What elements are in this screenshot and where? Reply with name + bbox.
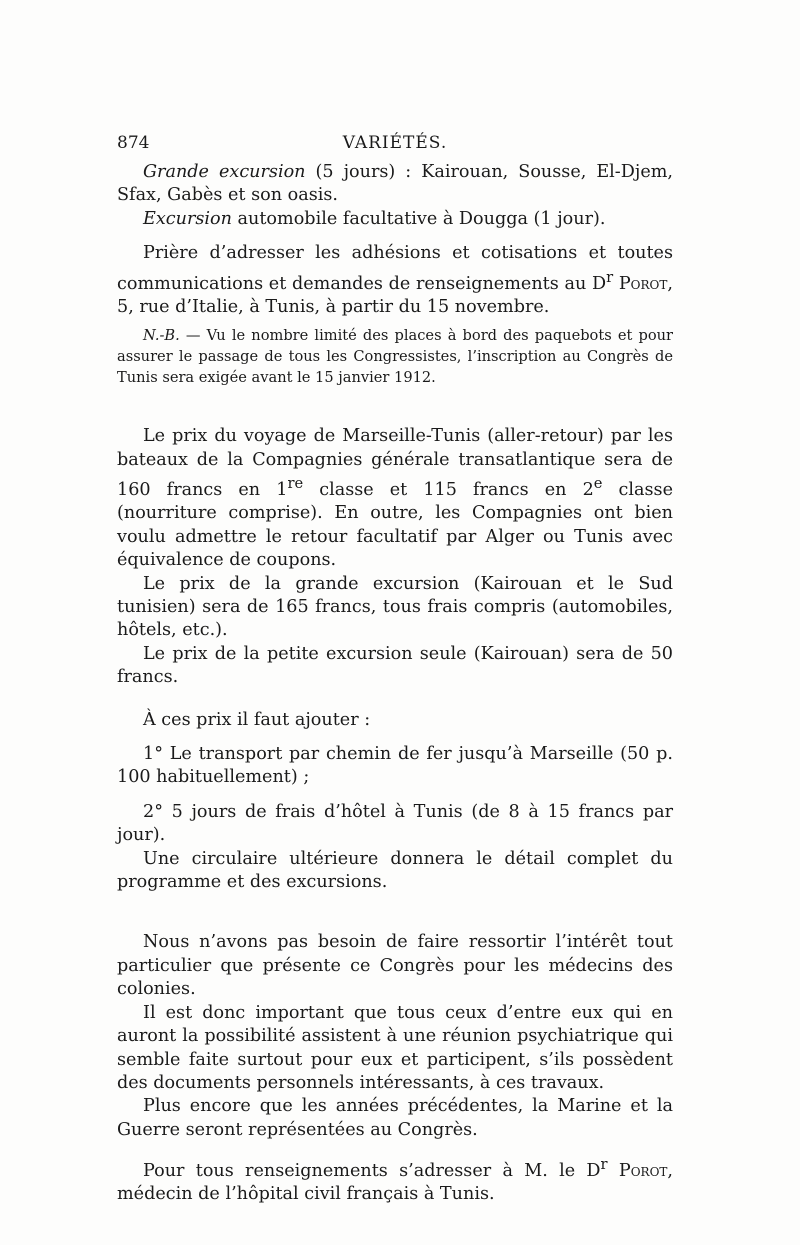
contact-paragraph (117, 242, 673, 319)
closing-paragraph-4 (117, 1153, 673, 1207)
contact-name: Porot (618, 273, 668, 294)
closing-paragraph-2: Il est donc important que tous ceux d’entre eux qui en auront la possibilité assistent à une réunion psychiatrique qui semble faite surtout pour eux et participent, s’ils possèdent des documents personnels intéressants, à ces travaux. (117, 1002, 673, 1093)
running-head: VARIÉTÉS. (342, 133, 448, 153)
contact-text: Prière d’adresser les adhésions et cotisations et toutes communications et demandes de renseignements au D (117, 243, 673, 294)
page-number: 874 (117, 133, 150, 153)
article-body (117, 161, 673, 1207)
second-class-sup: e (593, 475, 603, 493)
closing-paragraph-3: Plus encore que les années précédentes, la Marine et la Guerre seront représentées au Congrès. (117, 1096, 673, 1140)
pricing-text-c: classe (nourriture comprise). En outre, les Compagnies ont bien voulu admettre le retour facultatif par Alger ou Tunis avec équivalence de coupons. (117, 479, 673, 571)
closing-title-sup: r (600, 1156, 608, 1174)
closing-text-b: , médecin de l’hôpital civil français à Tunis. (117, 1160, 674, 1205)
nota-label: N.-B. (143, 327, 180, 345)
closing-name: Porot (618, 1160, 668, 1181)
nota-bene (117, 325, 673, 388)
pricing-text-b: classe et 115 francs en 2 (303, 479, 594, 500)
grand-excursion-paragraph (117, 161, 673, 208)
page-header (117, 133, 673, 157)
additions-intro: À ces prix il faut ajouter : (143, 709, 371, 730)
grand-excursion-label: Grande excursion (143, 162, 306, 182)
addition-item-2: 2° 5 jours de frais d’hôtel à Tunis (de 8 à 15 francs par jour). (117, 801, 673, 846)
circular-paragraph: Une circulaire ultérieure donnera le détail complet du programme et des excursions. (117, 848, 673, 893)
contact-title-sup: r (606, 268, 614, 286)
grand-excursion-text: (5 jours) : Kairouan, Sousse, El-Djem, Sfax, Gabès et son oasis. (117, 162, 674, 206)
pricing-text-a: Le prix du voyage de Marseille-Tunis (aller-retour) par les bateaux de la Compagnies générale transatlantique sera de 160 francs en 1 (117, 426, 673, 500)
auto-excursion-text: automobile facultative à Dougga (1 jour). (231, 208, 606, 229)
first-class-sup: re (287, 475, 304, 493)
contact-address: , 5, rue d’Italie, à Tunis, à partir du 15 novembre. (117, 273, 673, 317)
nota-text: — Vu le nombre limité des places à bord des paquebots et pour assurer le passage de tous les Congressistes, l’inscription au Congrès de Tunis sera exigée avant le 15 janvier 1912. (117, 327, 673, 387)
auto-excursion-paragraph (117, 208, 673, 231)
pricing-paragraph-1 (117, 425, 673, 572)
addition-item-1: 1° Le transport par chemin de fer jusqu’à Marseille (50 p. 100 habituellement) ; (117, 744, 673, 788)
pricing-paragraph-2: Le prix de la grande excursion (Kairouan et le Sud tunisien) sera de 165 francs, tous frais compris (automobiles, hôtels, etc.). (117, 573, 673, 641)
closing-paragraph-1: Nous n’avons pas besoin de faire ressortir l’intérêt tout particulier que présente ce Congrès pour les médecins des colonies. (117, 932, 673, 1000)
pricing-paragraph-3: Le prix de la petite excursion seule (Kairouan) sera de 50 francs. (117, 643, 673, 688)
auto-excursion-label: Excursion (143, 208, 232, 229)
closing-text-a: Pour tous renseignements s’adresser à M. le D (143, 1160, 601, 1181)
